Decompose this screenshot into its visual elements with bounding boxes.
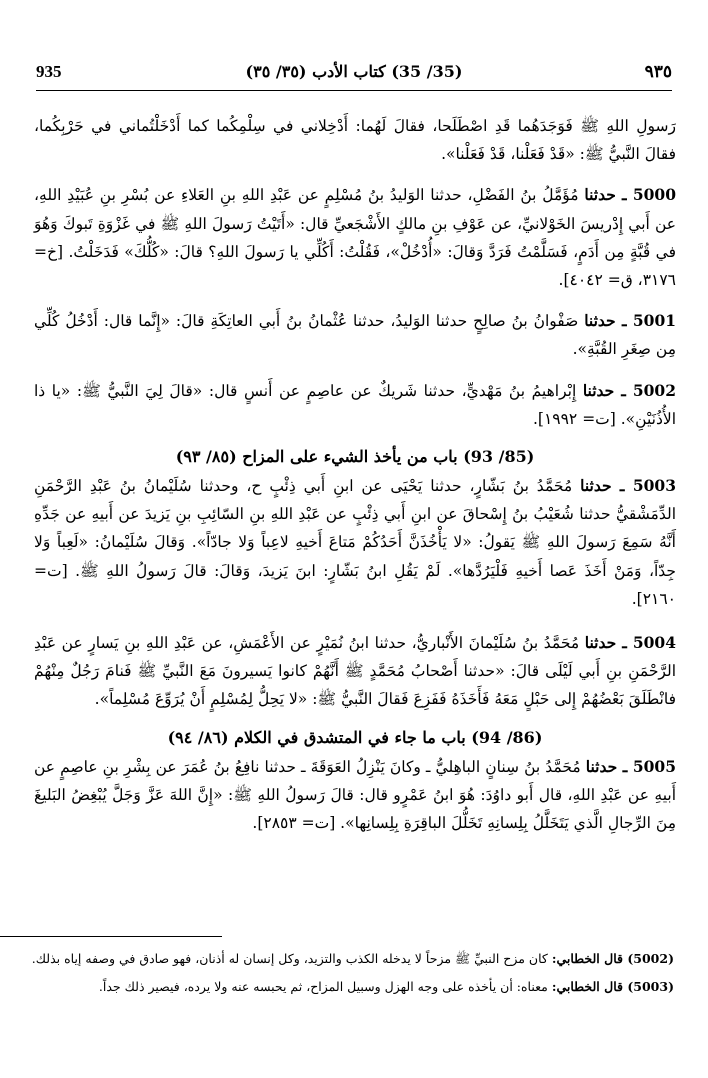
footnote-label: (5002) قال الخطابي: — [551, 951, 674, 966]
hadith-text: مُؤَمَّلُ بنُ الفَضْلِ، حدثنا الوَليدُ بنُ مُسْلِمٍ عن عَبْدِ اللهِ بنِ العَلاءِ عن بُسْرِ بنِ عُبَيْدِ اللهِ، عن أَبي إِدْريسَ الخَوْلانيِّ، عن عَوْفِ بنِ مالكٍ الأَشْجَعيِّ قال: «أَتَيْتُ رَسولَ اللهِ ﷺ في غَزْوَةِ تَبوكَ وَهُوَ في قُبَّةٍ مِن أَدَمٍ، فَسَلَّمْتُ فَرَدَّ وَقالَ: «أُدْخُلْ»، فَقُلْتُ: أَكُلِّي يا رَسولَ اللهِ؟ قالَ: «كُلُّكَ» فَدَخَلْتُ. [خ= ٣١٧٦، ق= ٤٠٤٢]. — [34, 186, 676, 290]
hadith-number: 5002 ـ حدثنا — [582, 380, 676, 400]
hadith-number: 5001 ـ حدثنا — [584, 311, 677, 331]
page-header — [36, 62, 672, 91]
page-number-arabic: ٩٣٥ — [644, 62, 672, 82]
page-number-latin: 935 — [36, 62, 62, 81]
hadith-text: مُحَمَّدُ بنُ بَشّارٍ، حدثنا يَحْيَى عن ابنِ أَبي ذِئْبٍ ح، وحدثنا سُلَيْمانُ بنُ عَبْدِ الرَّحْمَنِ الدِّمَشْقيُّ حدثنا شُعَيْبُ بنُ إِسْحاقَ عن ابنِ أَبي ذِئْبٍ عن عَبْدِ اللهِ بنِ السّائِبِ بنِ يَزيدَ عن أَبيهِ عن جَدِّهِ أَنَّهُ سَمِعَ رَسولَ اللهِ ﷺ يَقولُ: «لا يَأْخُذَنَّ أَحَدُكُمْ مَتاعَ أَخيهِ لاعِباً وَلا جادّاً». وَقالَ سُلَيْمانُ: «لَعِباً وَلا جِدّاً، وَمَنْ أَخَذَ عَصا أَخيهِ فَلْيَرُدَّها». لَمْ يَقُلِ ابنُ بَشّارٍ: ابنَ يَزيدَ، وَقالَ: قالَ رَسولُ اللهِ ﷺ. [ت= ٢١٦٠]. — [34, 477, 676, 608]
footnote-separator — [0, 936, 222, 937]
hadith-number: 5003 ـ حدثنا — [580, 476, 676, 496]
hadith-text: صَفْوانُ بنُ صالِحٍ حدثنا الوَليدُ، حدثنا عُثْمانُ بنُ أَبي العاتِكَةِ قالَ: «إِنَّما قال: أَدْخُلُ كُلِّي مِن صِغَرِ القُبَّةِ». — [34, 312, 676, 359]
chapter-heading-93: (85/ 93) باب من يأخذ الشيء على المزاح (٨٥/ ٩٣) — [175, 447, 535, 467]
footnote-5003 — [30, 976, 674, 998]
hadith-5002 — [34, 377, 676, 433]
hadith-number: 5000 ـ حدثنا — [584, 185, 676, 205]
hadith-5004 — [34, 629, 676, 714]
hadith-5005 — [34, 753, 676, 838]
chapter-heading-94: (86/ 94) باب ما جاء في المتشدق في الكلام (٨٦/ ٩٤) — [167, 727, 543, 747]
main-text — [34, 112, 676, 837]
footnotes — [30, 948, 674, 1004]
hadith-number: 5005 ـ حدثنا — [585, 756, 676, 776]
footnote-label: (5003) قال الخطابي: — [551, 979, 674, 994]
hadith-text: مُحَمَّدُ بنُ سُلَيْمانَ الأَنْباريُّ، حدثنا ابنُ نُمَيْرٍ عن الأَعْمَشِ، عن عَبْدِ اللهِ بنِ يَسارٍ عن عَبْدِ الرَّحْمَنِ بنِ أَبي لَيْلَى قالَ: «حدثنا أَصْحابُ مُحَمَّدٍ ﷺ أَنَّهُمْ كانوا يَسيرونَ مَعَ النَّبيِّ ﷺ فَنامَ رَجُلٌ مِنْهُمْ فانْطَلَقَ بَعْضُهُمْ إِلى حَبْلٍ مَعَهُ فَأَخَذَهُ فَفَزِعَ فَقالَ النَّبيُّ ﷺ: «لا يَحِلُّ لِمُسْلِمٍ أَنْ يُرَوِّعَ مُسْلِماً». — [34, 634, 676, 709]
footnote-5002 — [30, 948, 674, 970]
hadith-text: إِبْراهيمُ بنُ مَهْديٍّ، حدثنا شَريكٌ عن عاصِمٍ عن أَنسٍ قال: «قالَ لِيَ النَّبيُّ ﷺ: «يا ذا الأُذُنَيْنِ». [ت= ١٩٩٢]. — [34, 381, 676, 428]
hadith-continuation — [34, 112, 676, 168]
footnote-text: كان مزح النبيِّ ﷺ مزحاً لا يدخله الكذب والتزيد، وكل إنسان له أذنان، فهو صادق في وصفه إياه بذلك. — [31, 951, 548, 966]
footnote-text: معناه: أن يأخذه على وجه الهزل وسبيل المزاح، ثم يحبسه عنه ولا يرده، فيصير ذلك جداً. — [98, 979, 548, 994]
hadith-text: رَسولِ اللهِ ﷺ فَوَجَدَهُما قَدِ اصْطَلَحا، فقالَ لَهُما: أَدْخِلاني في سِلْمِكُما كما أَدْخَلْتُماني في حَرْبِكُما، فقالَ النَّبيُّ ﷺ: «قَدْ فَعَلْنا، قَدْ فَعَلْنا». — [34, 117, 676, 164]
hadith-number: 5004 ـ حدثنا — [584, 633, 676, 653]
hadith-5003 — [34, 472, 676, 613]
hadith-5001 — [34, 307, 676, 363]
hadith-text: مُحَمَّدُ بنُ سِنانٍ الباهِليُّ ـ وكانَ يَنْزِلُ العَوَقَةَ ـ حدثنا نافِعُ بنُ عُمَرَ عن بِشْرِ بنِ عاصِمٍ عن أَبيهِ عن عَبْدِ اللهِ، قال أَبو داوُدَ: هُوَ ابنُ عَمْرٍو قال: قالَ رَسولُ اللهِ ﷺ: «إِنَّ اللهَ عَزَّ وَجَلَّ يُبْغِضُ البَليغَ مِنَ الرِّجالِ الَّذي يَتَخَلَّلُ بِلِسانِهِ تَخَلُّلَ الباقِرَةِ بِلِسانِها». [ت= ٢٨٥٣]. — [34, 757, 676, 833]
hadith-5000 — [34, 181, 676, 294]
running-title: (35/ 35) كتاب الأدب (٣٥/ ٣٥) — [245, 62, 463, 81]
